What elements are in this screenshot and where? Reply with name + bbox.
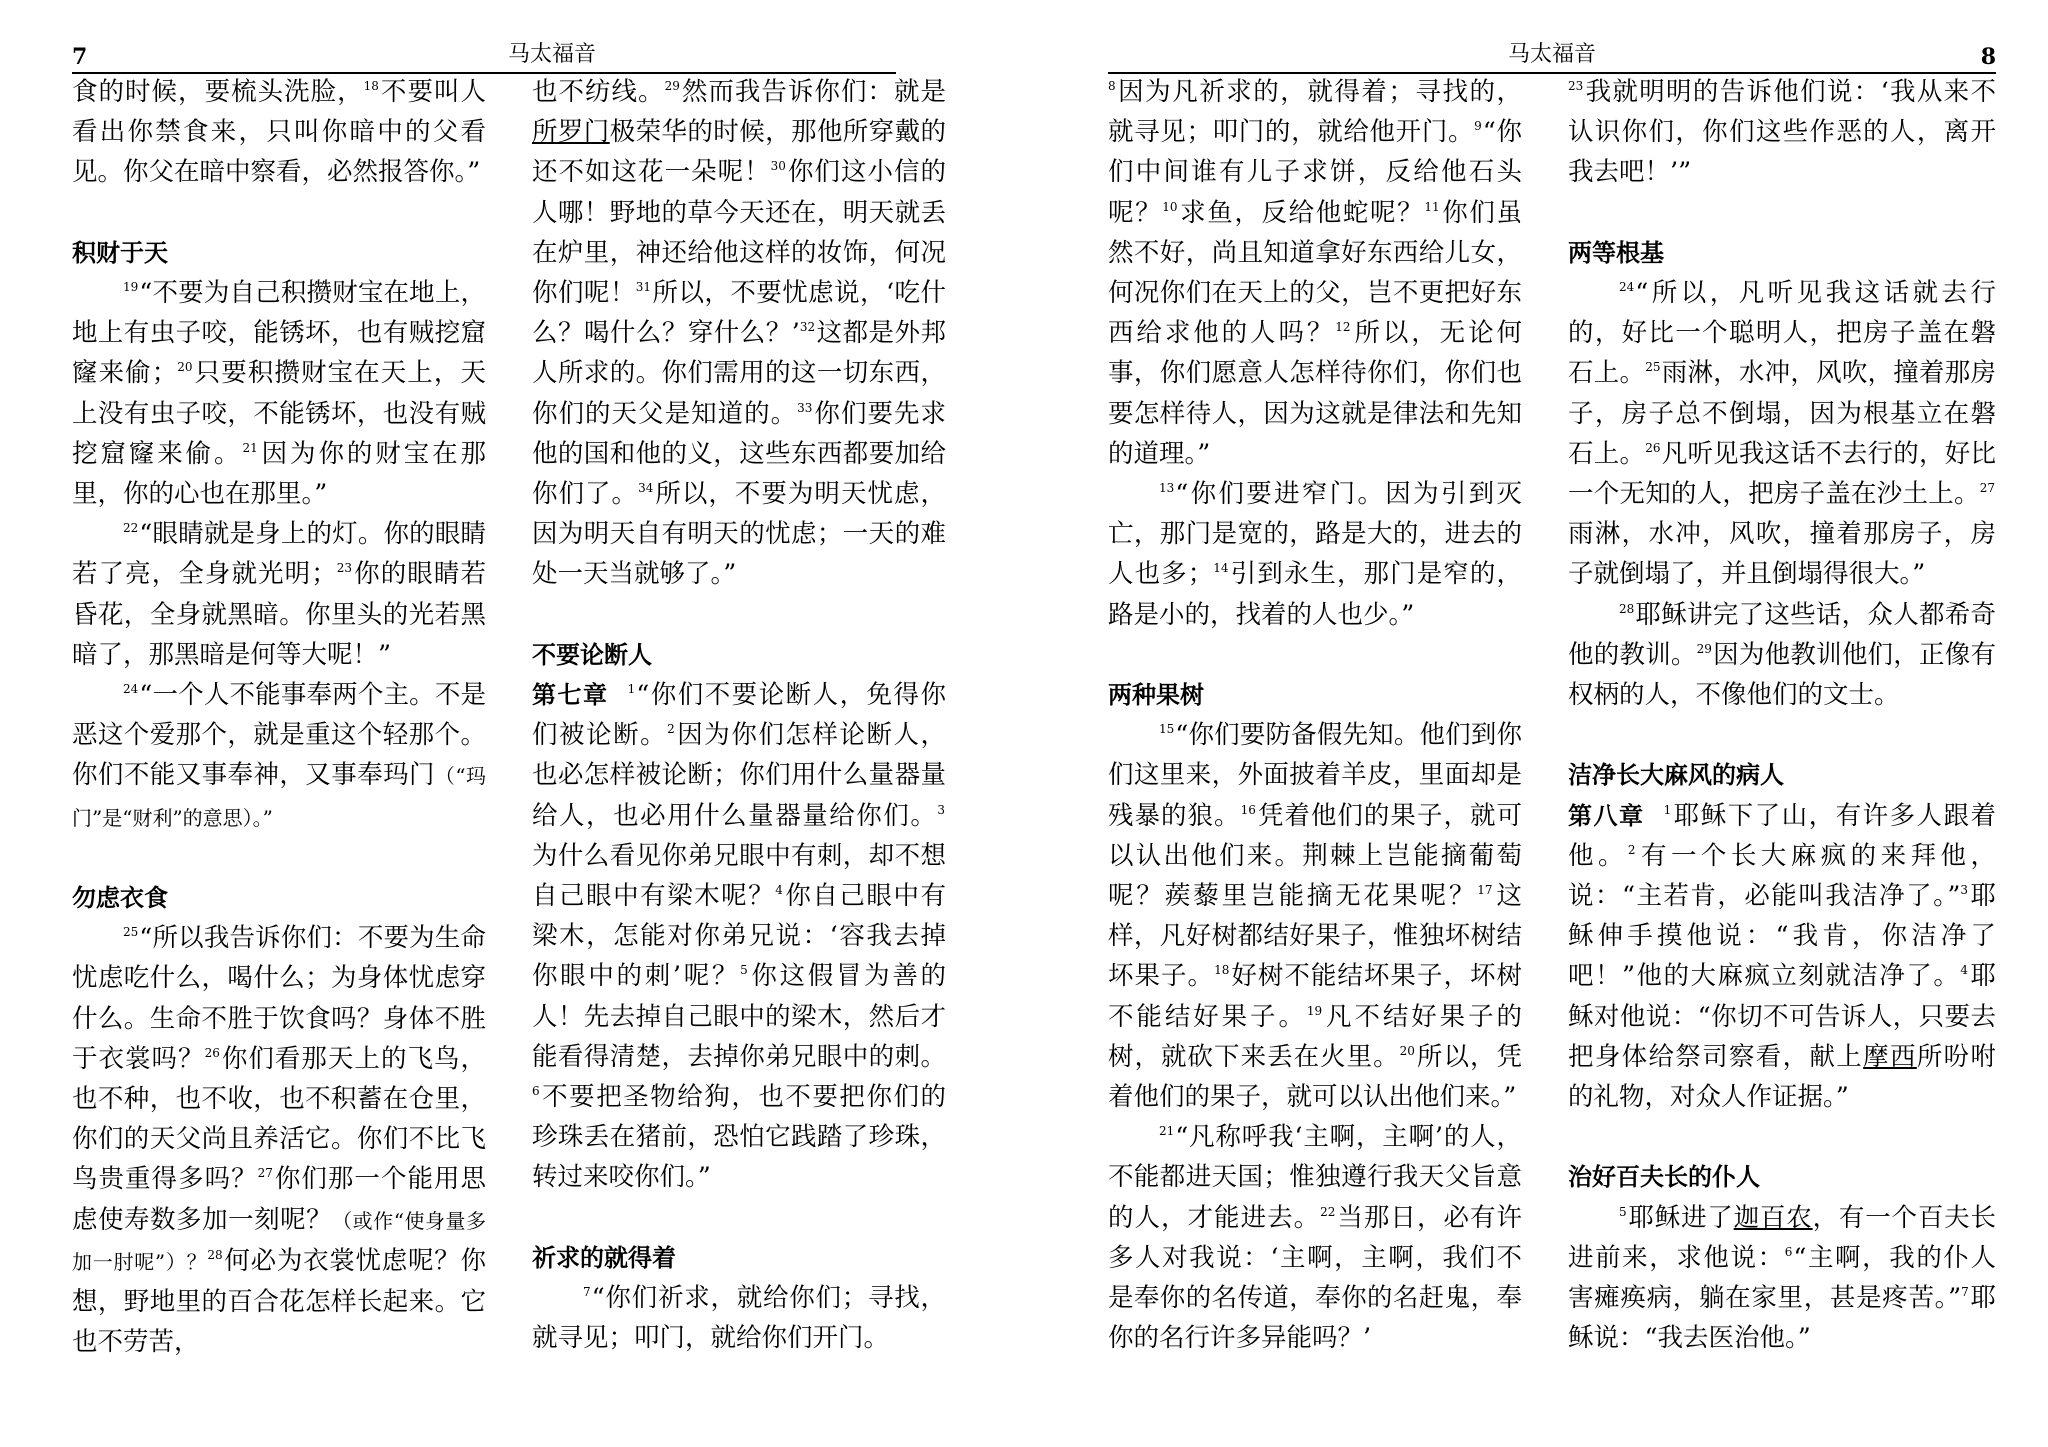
verse-text: “凡称呼我‘主啊，主啊’的人，不能都进天国；惟独遵行我天父旨意的人，才能进去。 <box>1108 1122 1522 1233</box>
verse-number: 20 <box>177 360 193 375</box>
paragraph <box>72 273 486 514</box>
verse-number: 28 <box>207 1247 223 1262</box>
verse-number: 23 <box>1568 79 1584 93</box>
verse-text: “眼睛就是身上的灯。你的眼睛若了亮，全身就光明； <box>72 519 486 590</box>
verse-text: “主啊，我的仆人害瘫痪病，躺在家里，甚是疼苦。” <box>1568 1242 1996 1314</box>
verse-text: 因为他教训他们，正像有权柄的人，不像他们的文士。 <box>1568 639 1996 711</box>
paragraph <box>1108 1117 1522 1358</box>
verse-number: 16 <box>1240 802 1256 817</box>
verse-text: 何必为衣裳忧虑呢？你想，野地里的百合花怎样长起来。它也不劳苦， <box>72 1245 486 1358</box>
verse-number: 33 <box>797 400 813 415</box>
text-column-2 <box>532 72 946 1358</box>
verse-text: 你们虽然不好，尚且知道拿好东西给儿女，何况你们在天上的父，岂不更把好东西给求他的人吗？ <box>1108 197 1522 349</box>
running-title: 马太福音 <box>507 42 596 67</box>
verse-number: 9 <box>1474 119 1482 134</box>
verse-number: 24 <box>1619 280 1635 294</box>
paragraph <box>72 72 486 193</box>
verse-text: 为什么看见你弟兄眼中有刺，却不想自己眼中有梁木呢？ <box>532 840 946 912</box>
section-heading: 祈求的就得着 <box>532 1243 676 1272</box>
section-heading: 积财于天 <box>72 238 168 267</box>
paragraph <box>72 918 486 1362</box>
verse-text: 你们那一个能用思虑使寿数多加一刻呢？ <box>72 1164 486 1235</box>
verse-number: 23 <box>336 561 353 576</box>
verse-number: 31 <box>635 280 652 295</box>
verse-text: “所以，凡听见我这话就去行的，好比一个聪明人，把房子盖在磐石上。 <box>1568 278 1996 389</box>
verse-number: 2 <box>667 722 675 737</box>
verse-text: “你们不要论断人，免得你们被论断。 <box>532 680 947 751</box>
running-title: 马太福音 <box>1507 42 1596 67</box>
section-heading: 不要论断人 <box>532 640 652 669</box>
chapter-label: 第八章 <box>1568 801 1645 830</box>
verse-number: 22 <box>123 521 139 536</box>
verse-number: 34 <box>638 481 654 496</box>
verse-number: 18 <box>363 79 379 93</box>
verse-text: 耶稣进了 <box>1627 1202 1734 1233</box>
verse-number: 32 <box>799 320 816 335</box>
section-heading: 两种果树 <box>1108 681 1204 710</box>
verse-number: 6 <box>1784 1244 1793 1259</box>
verse-text: 我就明明的告诉他们说：‘我从来不认识你们，你们这些作恶的人，离开我去吧！’” <box>1568 77 1996 188</box>
paragraph <box>1568 1198 1996 1359</box>
page-header <box>72 36 896 74</box>
verse-text: 这都是外邦人所求的。你们需用的这一切东西，你们的天父是知道的。 <box>532 318 946 429</box>
verse-text: “你们祈求，就给你们；寻找，就寻见；叩门，就给你们开门。 <box>532 1283 946 1354</box>
verse-number: 1 <box>627 682 636 697</box>
verse-text: 求鱼，反给他蛇呢？ <box>1178 197 1425 228</box>
verse-text: 所以，无论何事，你们愿意人怎样待你们，你们也要怎样待人，因为这就是律法和先知的道理。” <box>1108 318 1522 469</box>
verse-number: 2 <box>1627 842 1636 857</box>
verse-text: 好树不能结坏果子，坏树不能结好果子。 <box>1108 961 1522 1032</box>
verse-number: 19 <box>123 280 139 294</box>
verse-number: 10 <box>1162 199 1178 214</box>
verse-number: 19 <box>1306 1003 1323 1018</box>
verse-number: 26 <box>1645 440 1661 455</box>
verse-number: 8 <box>1108 79 1116 93</box>
text-column-1 <box>1108 72 1522 1358</box>
verse-text: 这样，凡好树都结好果子，惟独坏树结坏果子。 <box>1108 881 1522 992</box>
paragraph <box>72 514 486 675</box>
page-number: 8 <box>1980 44 1996 70</box>
verse-number: 18 <box>1214 963 1230 978</box>
section-heading: 两等根基 <box>1568 238 1664 267</box>
place-name: 所罗门 <box>532 117 610 148</box>
verse-number: 21 <box>1159 1124 1175 1139</box>
verse-number: 27 <box>1979 481 1995 496</box>
verse-text: 雨淋，水冲，风吹，撞着那房子，房子就倒塌了，并且倒塌得很大。” <box>1568 519 1996 590</box>
verse-text: 有一个长大麻疯的来拜他，说：“主若肯，必能叫我洁净了。” <box>1568 840 1996 912</box>
right-page <box>1024 0 2048 1447</box>
paragraph <box>72 675 486 838</box>
verse-number: 15 <box>1159 722 1175 737</box>
verse-text: 不要叫人看出你禁食来，只叫你暗中的父看见。你父在暗中察看，必然报答你。” <box>72 77 486 188</box>
paragraph <box>1568 595 1996 716</box>
verse-text: 因为凡祈求的，就得着；寻找的，就寻见；叩门的，就给他开门。 <box>1108 77 1522 148</box>
footnote-text: （或作“使身量多加一肘呢”）？ <box>72 1208 486 1274</box>
verse-text: 凡不结好果子的树，就砍下来丢在火里。 <box>1108 1001 1522 1072</box>
place-name: 迦百农 <box>1733 1202 1813 1233</box>
verse-text: 不要把圣物给狗，也不要把你们的珍珠丢在猪前，恐怕它践踏了珍珠，转过来咬你们。” <box>532 1082 946 1193</box>
verse-number: 27 <box>257 1166 273 1181</box>
chapter-label: 第七章 <box>532 681 609 710</box>
paragraph <box>532 675 946 1198</box>
verse-text: “你们要防备假先知。他们到你们这里来，外面披着羊皮，里面却是残暴的狼。 <box>1108 720 1522 831</box>
verse-number: 7 <box>583 1285 591 1300</box>
verse-number: 29 <box>1696 641 1712 656</box>
paragraph <box>1568 72 1996 193</box>
paragraph <box>1108 72 1522 474</box>
verse-number: 22 <box>1320 1204 1336 1219</box>
verse-text: 极荣华的时候，那他所穿戴的还不如这花一朵呢！ <box>532 117 946 188</box>
verse-text: “不要为自己积攒财宝在地上，地上有虫子咬，能锈坏，也有贼挖窟窿来偷； <box>72 278 486 389</box>
verse-text: 凭着他们的果子，就可以认出他们来。荆棘上岂能摘葡萄呢？蒺藜里岂能摘无花果呢？ <box>1108 800 1522 912</box>
paragraph <box>532 72 946 595</box>
place-name: 摩西 <box>1863 1041 1917 1072</box>
paragraph <box>1568 796 1996 1118</box>
verse-text: 你这假冒为善的人！先去掉自己眼中的梁木，然后才能看得清楚，去掉你弟兄眼中的刺。 <box>532 961 946 1072</box>
verse-text: 当那日，必有许多人对我说：‘主啊，主啊，我们不是奉你的名传道，奉你的名赶鬼，奉你的名行许多异能吗？’ <box>1108 1202 1522 1354</box>
page-header <box>1108 36 1996 74</box>
paragraph <box>532 1278 946 1358</box>
verse-number: 4 <box>1960 963 1968 978</box>
verse-text: 你们要先求他的国和他的义，这些东西都要加给你们了。 <box>532 398 946 510</box>
verse-text: 所吩咐的礼物，对众人作证据。” <box>1568 1041 1996 1113</box>
verse-text: 耶稣伸手摸他说：“我肯，你洁净了吧！”他的大麻疯立刻就洁净了。 <box>1568 881 1996 992</box>
verse-text: “你们中间谁有儿子求饼，反给他石头呢？ <box>1108 117 1522 228</box>
verse-text: 只要积攒财宝在天上，天上没有虫子咬，不能锈坏，也没有贼挖窟窿来偷。 <box>72 358 486 469</box>
verse-text: 所以，不要忧虑说，‘吃什么？喝什么？穿什么？’ <box>532 278 946 349</box>
verse-text: 耶稣讲完了这些话，众人都希奇他的教训。 <box>1568 599 1996 670</box>
verse-number: 29 <box>664 79 680 93</box>
verse-text: 你们这小信的人哪！野地的草今天还在，明天就丢在炉里，神还给他这样的妆饰，何况你们呢！ <box>532 157 946 309</box>
paragraph <box>1108 715 1522 1117</box>
verse-number: 13 <box>1159 481 1175 496</box>
verse-number: 5 <box>740 963 748 978</box>
verse-number: 7 <box>1961 1285 1969 1300</box>
paragraph <box>1568 273 1996 595</box>
verse-number: 3 <box>937 802 945 817</box>
paragraph <box>1108 474 1522 635</box>
verse-number: 25 <box>123 925 139 940</box>
verse-number: 3 <box>1960 883 1969 898</box>
verse-number: 17 <box>1477 883 1493 898</box>
verse-number: 14 <box>1213 561 1229 576</box>
verse-text: “一个人不能事奉两个主。不是恶这个爱那个，就是重这个轻那个。你们不能又事奉神，又事奉玛门 <box>72 680 486 791</box>
verse-number: 5 <box>1619 1204 1627 1219</box>
verse-text: 然而我告诉你们：就是 <box>680 77 946 107</box>
verse-text: 你的眼睛若昏花，全身就黑暗。你里头的光若黑暗了，那黑暗是何等大呢！” <box>72 559 486 670</box>
section-heading: 洁净长大麻风的病人 <box>1568 761 1784 790</box>
verse-text: 因为你的财宝在那里，你的心也在那里。” <box>72 438 486 510</box>
verse-number: 12 <box>1335 320 1351 335</box>
verse-number: 20 <box>1399 1043 1415 1058</box>
verse-number: 26 <box>204 1045 220 1060</box>
verse-text: 你们看那天上的飞鸟，也不种，也不收，也不积蓄在仓里，你们的天父尚且养活它。你们不比飞鸟贵重得多吗？ <box>72 1043 486 1195</box>
verse-number: 11 <box>1424 199 1440 214</box>
verse-text: 耶稣下了山，有许多人跟着他。 <box>1568 800 1996 871</box>
verse-text: “所以我告诉你们：不要为生命忧虑吃什么，喝什么；为身体忧虑穿什么。生命不胜于饮食吗？身体不胜于衣裳吗？ <box>72 923 486 1074</box>
verse-number: 30 <box>770 159 786 174</box>
verse-text: 食的时候，要梳头洗脸， <box>72 77 364 107</box>
verse-number: 6 <box>532 1084 540 1099</box>
verse-text: 你自己眼中有梁木，怎能对你弟兄说：‘容我去掉你眼中的刺’呢？ <box>532 881 946 992</box>
verse-number: 1 <box>1663 802 1672 817</box>
page-number: 7 <box>72 44 88 70</box>
verse-text: 所以，不要为明天忧虑，因为明天自有明天的忧虑；一天的难处一天当就够了。” <box>532 479 946 590</box>
verse-text: 也不纺线。 <box>532 77 665 107</box>
verse-number: 28 <box>1619 601 1635 616</box>
verse-text: ，有一个百夫长进前来，求他说： <box>1568 1202 1996 1273</box>
verse-number: 4 <box>775 883 783 898</box>
verse-text: “你们要进窄门。因为引到灭亡，那门是宽的，路是大的，进去的人也多； <box>1108 479 1522 590</box>
section-heading: 勿虑衣食 <box>72 884 168 913</box>
verse-text: 所以，凭着他们的果子，就可以认出他们来。” <box>1108 1041 1522 1113</box>
verse-text: 因为你们怎样论断人，也必怎样被论断；你们用什么量器量给人，也必用什么量器量给你们。 <box>532 720 946 831</box>
verse-text: 耶稣说：“我去医治他。” <box>1568 1283 1996 1354</box>
verse-text: 雨淋，水冲，风吹，撞着那房子，房子总不倒塌，因为根基立在磐石上。 <box>1568 358 1996 469</box>
text-column-1 <box>72 72 486 1362</box>
verse-text: 凡听见我这话不去行的，好比一个无知的人，把房子盖在沙土上。 <box>1568 438 1996 510</box>
verse-number: 24 <box>123 682 139 697</box>
verse-number: 25 <box>1645 360 1661 375</box>
verse-text: 耶稣对他说：“你切不可告诉人，只要去把身体给祭司察看，献上 <box>1568 961 1996 1072</box>
section-heading: 治好百夫长的仆人 <box>1568 1163 1760 1192</box>
text-column-2 <box>1568 72 1996 1358</box>
footnote-text: （“玛门”是“财利”的意思）。” <box>72 764 486 830</box>
verse-text: 引到永生，那门是窄的，路是小的，找着的人也少。” <box>1108 559 1522 630</box>
verse-number: 21 <box>242 440 258 455</box>
